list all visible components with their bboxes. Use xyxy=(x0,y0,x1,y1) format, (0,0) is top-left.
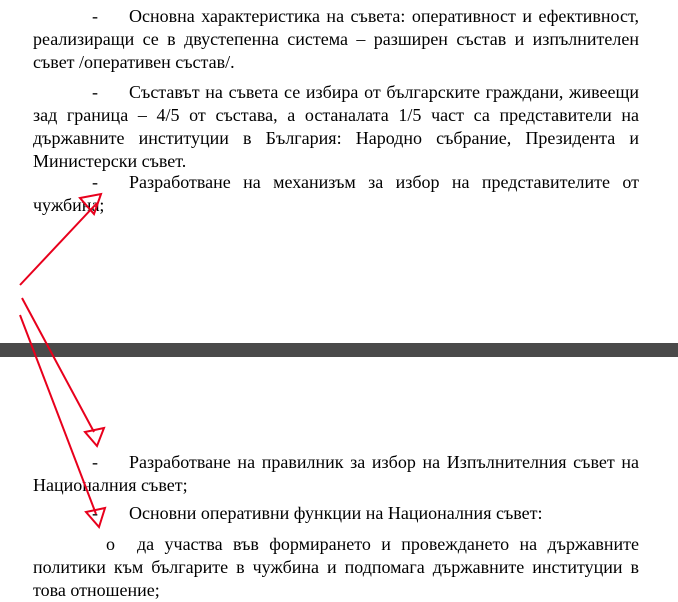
paragraph-executive-council-rules xyxy=(33,451,639,497)
dash-marker: - xyxy=(92,503,98,523)
paragraph-operational-functions xyxy=(33,502,639,525)
dash-marker: - xyxy=(92,6,98,26)
paragraph-text: Основна характеристика на съвета: оперативност и ефективност, реализиращи се в двустепенна система – разширен състав и изпълнителен съвет /оперативен състав/. xyxy=(33,6,639,72)
subitem-text: да участва във формирането и провеждането на държавните политики към българите в чужбина и подпомага държавните институции в това отношение; xyxy=(33,534,639,600)
page-break-divider xyxy=(0,343,678,357)
document-page-bottom xyxy=(0,357,678,599)
paragraph-text: Разработване на механизъм за избор на представителите от чужбина; xyxy=(33,172,639,215)
dash-marker: - xyxy=(92,82,98,102)
paragraph-council-characteristic xyxy=(33,5,639,74)
circle-bullet-marker: o xyxy=(106,534,115,554)
dash-marker: - xyxy=(92,452,98,472)
paragraph-council-composition xyxy=(33,81,639,173)
dash-marker: - xyxy=(92,172,98,192)
paragraph-selection-mechanism xyxy=(33,171,639,217)
paragraph-text: Съставът на съвета се избира от българските граждани, живеещи зад граница – 4/5 от състава, а останалата 1/5 част са представители на държавните институции в България: Народно събрание, Президента и Министерски съвет. xyxy=(33,82,639,171)
subitem-participation xyxy=(33,533,639,602)
paragraph-text: Разработване на правилник за избор на Изпълнителния съвет на Националния съвет; xyxy=(33,452,639,495)
paragraph-text: Основни оперативни функции на Националния съвет: xyxy=(129,503,543,523)
